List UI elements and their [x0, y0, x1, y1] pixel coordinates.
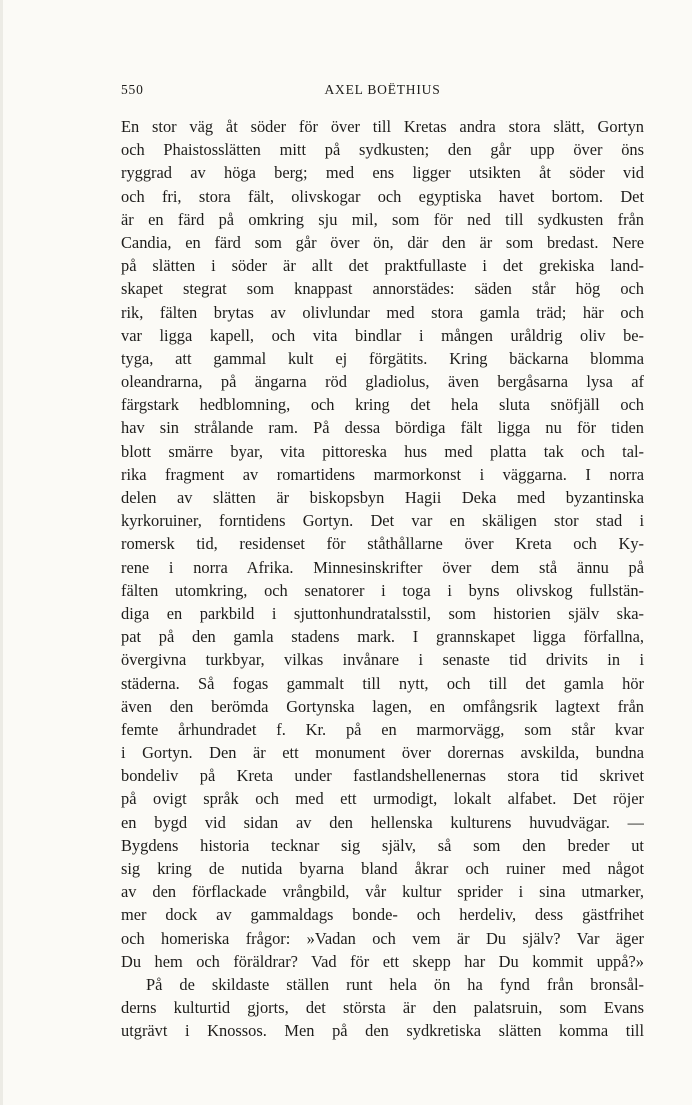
page-edge — [0, 0, 3, 1105]
text-line: är en färd på omkring sju mil, som för ned till sydkusten från — [121, 209, 644, 229]
text-line: utgrävt i Knossos. Men på den sydkretiska slätten komma till — [121, 1021, 644, 1041]
text-line: mer dock av gammaldags bonde- och herdeliv, dess gästfrihet — [121, 905, 644, 925]
body-text — [121, 115, 644, 1043]
text-line: kyrkoruiner, forntidens Gortyn. Det var en skäligen stor stad i — [121, 511, 644, 531]
text-line: även den berömda Gortynska lagen, en omfångsrik lagtext från — [121, 696, 644, 716]
text-line: på slätten i söder är allt det praktfullaste i det grekiska land- — [121, 256, 644, 276]
text-line: övergivna turkbyar, vilkas invånare i senaste tid drivits in i — [121, 650, 644, 670]
text-line: och homeriska frågor: »Vadan och vem är Du själv? Var äger — [121, 928, 644, 948]
text-line: en bygd vid sidan av den hellenska kulturens huvudvägar. — — [121, 812, 644, 832]
text-line: städerna. Så fogas gammalt till nytt, och till det gamla hör — [121, 673, 644, 693]
text-line: av den förflackade vrångbild, vår kultur sprider i sina utmarker, — [121, 882, 644, 902]
text-line: oleandrarna, på ängarna röd gladiolus, även bergåsarna lysa af — [121, 372, 644, 392]
text-line: blott smärre byar, vita pittoreska hus med platta tak och tal- — [121, 441, 644, 461]
text-line: på ovigt språk och med ett urmodigt, lokalt alfabet. Det röjer — [121, 789, 644, 809]
text-line: och Phaistosslätten mitt på sydkusten; den går upp över öns — [121, 140, 644, 160]
text-line: Bygdens historia tecknar sig själv, så som den breder ut — [121, 835, 644, 855]
text-line: rika fragment av romartidens marmorkonst i väggarna. I norra — [121, 464, 644, 484]
text-line: i Gortyn. Den är ett monument över dorernas avskilda, bundna — [121, 743, 644, 763]
text-line: var ligga kapell, och vita bindlar i mången uråldrig oliv be- — [121, 325, 644, 345]
text-line: rik, fälten brytas av olivlundar med stora gamla träd; här och — [121, 302, 644, 322]
text-line: hav sin strålande ram. På dessa bördiga fält ligga nu för tiden — [121, 418, 644, 438]
text-line: fälten utomkring, och senatorer i toga i byns olivskog fullstän- — [121, 580, 644, 600]
text-line: tyga, att gammal kult ej förgätits. Kring bäckarna blomma — [121, 348, 644, 368]
text-line: derns kulturtid gjorts, det största är den palatsruin, som Evans — [121, 998, 644, 1018]
text-line: rene i norra Afrika. Minnesinskrifter över dem stå ännu på — [121, 557, 644, 577]
text-line: färgstark hedblomning, och kring det hela sluta snöfjäll och — [121, 395, 644, 415]
text-line: och fri, stora fält, olivskogar och egyptiska havet bortom. Det — [121, 186, 644, 206]
text-line: ryggrad av höga berg; med ens ligger utsikten åt söder vid — [121, 163, 644, 183]
text-line: På de skildaste ställen runt hela ön ha fynd från bronsål- — [146, 974, 644, 994]
text-line: sig kring de nutida byarna bland åkrar och ruiner med något — [121, 859, 644, 878]
text-line: pat på den gamla stadens mark. I grannskapet ligga förfallna, — [121, 627, 644, 647]
text-line: En stor väg åt söder för över till Kretas andra stora slätt, Gortyn — [121, 117, 644, 136]
page-header — [121, 82, 644, 102]
text-line: skapet stegrat som knappast annorstädes: säden står hög och — [121, 279, 644, 299]
text-line: romersk tid, residenset för ståthållarne över Kreta och Ky- — [121, 534, 644, 554]
text-line: bondeliv på Kreta under fastlandshellenernas stora tid skrivet — [121, 766, 644, 786]
page-number: 550 — [121, 82, 144, 97]
text-line: femte århundradet f. Kr. på en marmorvägg, som står kvar — [121, 719, 644, 739]
text-line: Du hem och föräldrar? Vad för ett skepp har Du kommit uppå?» — [121, 951, 644, 971]
text-line: delen av slätten är biskopsbyn Hagii Deka med byzantinska — [121, 488, 644, 507]
running-head: AXEL BOËTHIUS — [324, 82, 441, 97]
text-line: diga en parkbild i sjuttonhundratalsstil, som historien själv ska- — [121, 603, 644, 623]
text-line: Candia, en färd som går över ön, där den är som bredast. Nere — [121, 232, 644, 252]
